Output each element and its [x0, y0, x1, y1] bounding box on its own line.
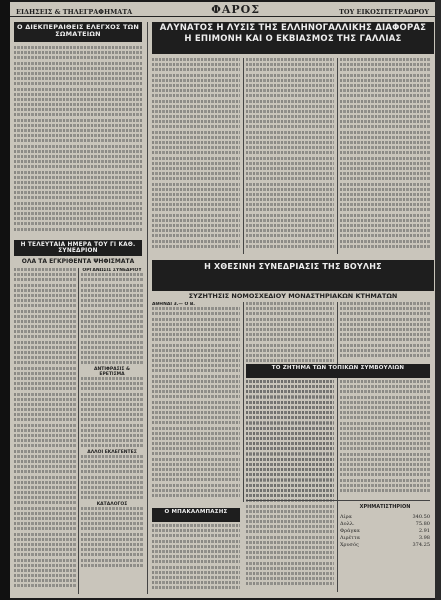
column-rule-2b [243, 302, 244, 502]
exchange-value: 2.91 [418, 528, 430, 534]
headline-greek-french [152, 22, 434, 54]
headline-parliament [152, 260, 434, 291]
exchange-label: Δολλ. [340, 521, 355, 527]
column-rule-3b [337, 302, 338, 592]
newspaper-page [10, 2, 435, 598]
exchange-value: 3.98 [418, 535, 430, 541]
exchange-row [340, 535, 430, 542]
exchange-value: 374.25 [412, 542, 430, 548]
exchange-table [340, 514, 430, 549]
column-rule-3 [337, 58, 338, 254]
section-congress-organization: ΟΡΓΑΝΩΣΙΣ ΣΥΝΕΔΡΙΟΥ [82, 268, 142, 273]
headline-greek-french-line2: Η ΕΠΙΜΟΝΗ ΚΑΙ Ο ΕΚΒΙΑΣΜΟΣ ΤΗΣ ΓΑΛΛΙΑΣ [184, 33, 402, 44]
column-3-lower [246, 380, 334, 592]
headline-bakalbasis: Ο ΜΠΑΚΑΛΜΠΑΣΗΣ [152, 508, 240, 522]
exchange-row [340, 528, 430, 535]
exchange-label: Φράγκα [340, 528, 360, 534]
exchange-label: Λίρα [340, 514, 352, 520]
scan-right-border [435, 0, 441, 600]
subhead-resolutions: ΟΛΑ ΤΑ ΕΓΚΡΙΘΕΝΤΑ ΨΗΦΙΣΜΑΤΑ [21, 258, 135, 265]
column-1a-bottom [14, 268, 76, 594]
column-2-bakalbasis [152, 524, 240, 592]
exchange-value: 75.80 [415, 521, 430, 527]
exchange-label: Χρυσός [340, 542, 359, 548]
column-4-lower [340, 380, 430, 500]
column-4-mid [340, 302, 430, 362]
subhead-monastery-estates: ΣΥΖΗΤΗΣΙΣ ΝΟΜΟΣΧΕΔΙΟΥ ΜΟΝΑΣΤΗΡΙΑΚΩΝ ΚΤΗΜΑΤΩΝ [188, 292, 398, 300]
column-1b-bottom [81, 268, 143, 594]
exchange-row [340, 521, 430, 528]
headline-greek-french-line1: ΑΛΥΝΑΤΟΣ Η ΛΥΣΙΣ ΤΗΣ ΕΛΛΗΝΟΓΑΛΛΙΚΗΣ ΔΙΑΦΟΡΑΣ [159, 23, 427, 33]
dateline: ΑΘΗΝΑΙ 3.— Ο Β. [152, 302, 196, 307]
scan-left-border [0, 0, 10, 600]
headline-parliament-line1: Η ΧΘΕΣΙΝΗ ΣΥΝΕΔΡΙΑΣΙΣ ΤΗΣ ΒΟΥΛΗΣ [204, 262, 382, 271]
column-rule-1 [147, 22, 148, 594]
exchange-row [340, 514, 430, 521]
column-2-bottom [152, 302, 240, 502]
section-exchange: ΧΡΗΜΑΤΙΣΤΗΡΙΟΝ [359, 504, 411, 510]
column-4-top [340, 58, 430, 254]
column-2-top [152, 58, 240, 254]
headline-congress: Η ΤΕΛΕΥΤΑΙΑ ΗΜΕΡΑ ΤΟΥ ΓΙ ΚΑΘ. ΣΥΝΕΔΡΙΟΝ [14, 240, 142, 256]
section-other-elected: ΑΛΛΟΙ ΕΚΛΕΓΕΝΤΕΣ [87, 449, 137, 455]
masthead [10, 2, 435, 17]
column-rule-1a [78, 268, 79, 594]
exchange-value: 340.50 [412, 514, 430, 520]
masthead-left: ΕΙΔΗΣΕΙΣ & ΤΗΛΕΓΡΑΦΗΜΑΤΑ [16, 8, 133, 16]
exchange-row [340, 542, 430, 549]
column-rule-2 [243, 58, 244, 254]
masthead-right: ΤΟΥ ΕΙΚΟΣΙΤΕΤΡΑΩΡΟΥ [339, 8, 429, 16]
section-antiphrasis: ΑΝΤΙΦΡΑΣΙΣ & ΕΡΕΤΙΣΜΑ [94, 366, 130, 377]
section-catalog: ΚΑΤΑΛΟΓΟΣ [96, 501, 128, 507]
horizontal-rule [246, 500, 430, 501]
column-3-top [246, 58, 334, 254]
masthead-title: ΦΑΡΟΣ [211, 3, 261, 16]
headline-local-councils: ΤΟ ΖΗΤΗΜΑ ΤΩΝ ΤΟΠΙΚΩΝ ΣΥΜΒΟΥΛΙΩΝ [246, 364, 430, 378]
headline-societies: Ο ΔΙΕΚΠΕΡΑΙΘΕΙΣ ΕΛΕΓΧΟΣ ΤΩΝ ΣΩΜΑΤΕΙΩΝ [14, 22, 142, 42]
column-1-top [14, 46, 142, 236]
exchange-label: Λιρέττα [340, 535, 361, 541]
